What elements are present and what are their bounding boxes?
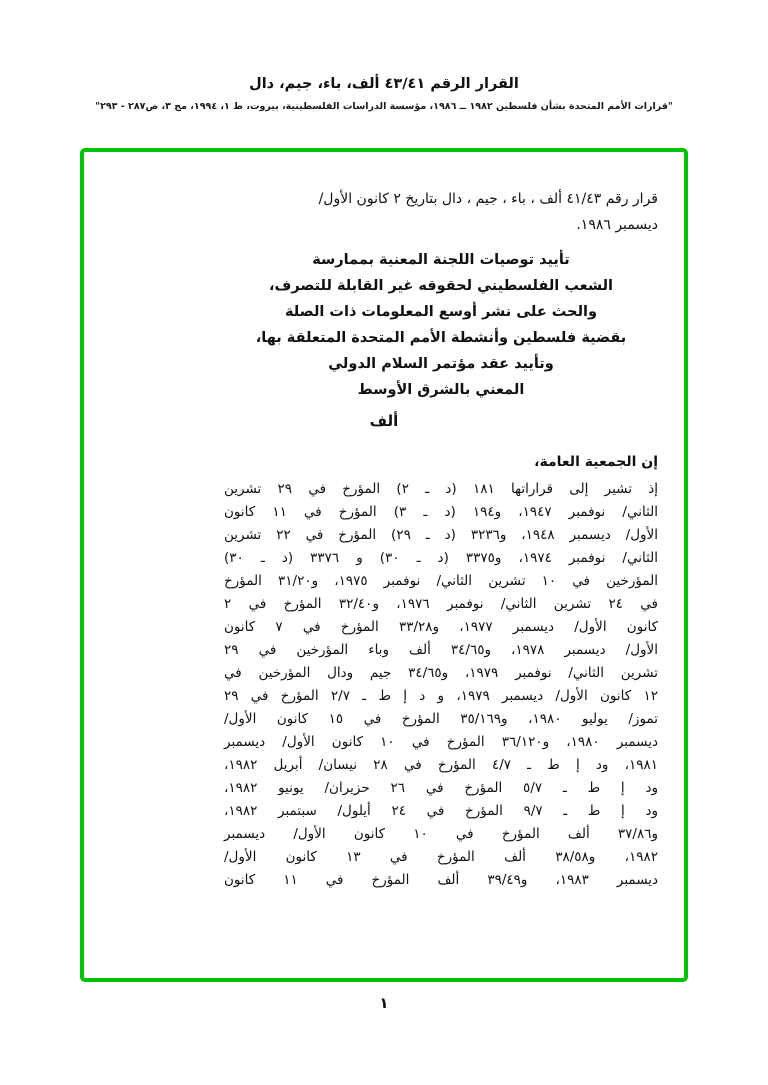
document-source-line: "قرارات الأمم المتحدة بشأن فلسطين ١٩٨٢ ــ ١٩٨٦، مؤسسة الدراسات الفلسطينية، بيروت، ط ١، ١٩٩٤، مج ٣، ص٢٨٧ - ٢٩٣"	[95, 101, 673, 112]
resolution-body	[224, 478, 658, 892]
resolution-body-line: ١٢ كانون الأول/ ديسمبر ١٩٧٩، و د إ ط ـ ٢/٧ المؤرخ في ٢٩	[224, 688, 658, 704]
resolution-heading-line: المعني بالشرق الأوسط	[357, 382, 525, 398]
resolution-body-line: الأول/ ديسمبر ١٩٤٨، و٣٢٣٦ (د ـ ٢٩) المؤرخ في ٢٢ تشرين	[224, 527, 658, 543]
resolution-body-line: كانون الأول/ ديسمبر ١٩٧٧، و٣٣/٢٨ المؤرخ في ٧ كانون	[224, 619, 658, 635]
resolution-intro-line-1: قرار رقم ٤١/٤٣ ألف ، باء ، جيم ، دال بتاريخ ٢ كانون الأول/	[318, 191, 658, 207]
resolution-body-line: ود إ ط ـ ٩/٧ المؤرخ في ٢٤ أيلول/ سبتمبر ١٩٨٢،	[224, 803, 658, 819]
section-label-alef: ألف	[369, 412, 399, 430]
resolution-body-line: ديسمبر ١٩٨٠، و٣٦/١٢٠ المؤرخ في ١٠ كانون الأول/ ديسمبر	[224, 734, 658, 750]
resolution-heading-line: تأييد توصيات اللجنة المعنية بممارسة	[312, 252, 570, 268]
document-content	[84, 152, 684, 892]
document-title: القرار الرقم ٤٣/٤١ ألف، باء، جيم، دال	[249, 76, 519, 92]
resolution-body-line: ود إ ط ـ ٥/٧ المؤرخ في ٢٦ حزيران/ يونيو ١٩٨٢،	[224, 780, 659, 796]
assembly-lead-line: إن الجمعية العامة،	[534, 454, 658, 470]
page-number: ١	[379, 994, 389, 1012]
resolution-body-line: الأول/ ديسمبر ١٩٧٨، و٣٤/٦٥ ألف وباء المؤرخين في ٢٩	[224, 642, 658, 658]
resolution-body-line: تشرين الثاني/ نوفمبر ١٩٧٩، و٣٤/٦٥ جيم ودال المؤرخين في	[224, 665, 658, 681]
resolution-body-line: ديسمبر ١٩٨٣، و٣٩/٤٩ ألف المؤرخ في ١١ كانون	[224, 872, 659, 888]
resolution-body-line: الثاني/ نوفمبر ١٩٧٤، و٣٣٧٥ (د ـ ٣٠) و ٣٣٧٦ (د ـ ٣٠)	[224, 550, 659, 566]
resolution-body-line: المؤرخين في ١٠ تشرين الثاني/ نوفمبر ١٩٧٥، و٣١/٢٠ المؤرخ	[224, 573, 658, 589]
resolution-body-line: الثاني/ نوفمبر ١٩٤٧، و١٩٤ (د ـ ٣) المؤرخ في ١١ كانون	[224, 504, 659, 520]
green-frame	[80, 148, 688, 982]
resolution-body-line: ١٩٨١، ود إ ط ـ ٤/٧ المؤرخ في ٢٨ نيسان/ أبريل ١٩٨٢،	[224, 757, 658, 773]
resolution-body-line: إذ تشير إلى قراراتها ١٨١ (د ـ ٢) المؤرخ في ٢٩ تشرين	[224, 481, 658, 497]
resolution-body-line: في ٢٤ تشرين الثاني/ نوفمبر ١٩٧٦، و٣٢/٤٠ المؤرخ في ٢	[224, 596, 658, 612]
resolution-heading-line: الشعب الفلسطيني لحقوقه غير القابلة للتصرف،	[268, 278, 614, 294]
resolution-body-line: ١٩٨٢، و٣٨/٥٨ ألف المؤرخ في ١٣ كانون الأول/	[224, 849, 658, 865]
resolution-heading-line: وتأييد عقد مؤتمر السلام الدولي	[328, 356, 554, 372]
resolution-body-line: و٣٧/٨٦ ألف المؤرخ في ١٠ كانون الأول/ ديسمبر	[224, 826, 658, 842]
resolution-heading	[224, 247, 658, 403]
resolution-heading-line: والحث على نشر أوسع المعلومات ذات الصلة	[284, 304, 598, 320]
resolution-intro-line-2: ديسمبر ١٩٨٦.	[576, 217, 658, 233]
resolution-body-line: تموز/ يوليو ١٩٨٠، و٣٥/١٦٩ المؤرخ في ١٥ كانون الأول/	[224, 711, 658, 727]
resolution-intro	[224, 186, 658, 238]
resolution-heading-line: بقضية فلسطين وأنشطة الأمم المتحدة المتعلقة بها،	[255, 330, 627, 346]
